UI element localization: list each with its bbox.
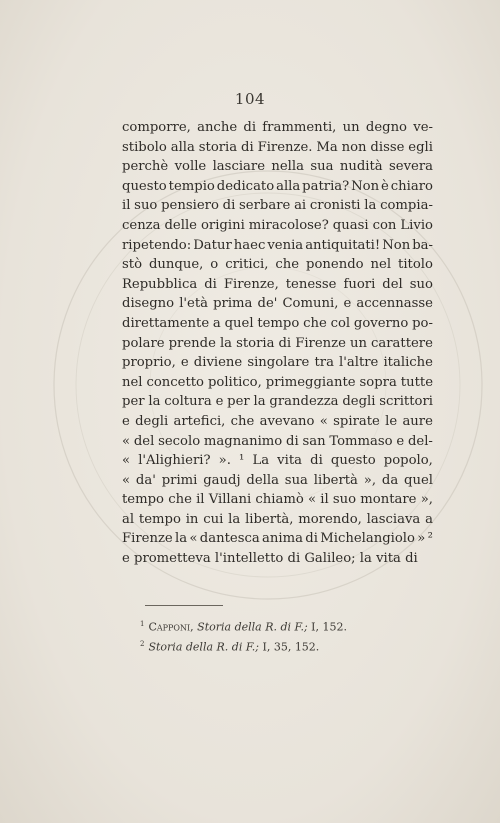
word: che — [168, 492, 192, 508]
text-line — [122, 549, 433, 569]
text-line — [122, 334, 433, 354]
text-line — [122, 275, 433, 295]
word: pensiero — [161, 198, 219, 214]
word: popolo, — [383, 453, 433, 469]
word: morendo, — [298, 511, 362, 527]
word: governo — [353, 315, 409, 331]
word: in — [185, 511, 199, 527]
word: cenza — [122, 217, 161, 233]
word: al — [122, 511, 135, 527]
word: La — [252, 453, 270, 469]
word: nudità — [339, 159, 383, 175]
word: la — [148, 394, 161, 410]
word: da' — [135, 472, 156, 488]
word: il — [196, 492, 205, 508]
word: alla — [170, 139, 195, 155]
word: e — [396, 433, 405, 449]
word: singolare — [247, 355, 310, 371]
word: libertà — [313, 472, 358, 488]
text-line — [122, 392, 433, 412]
word: nel — [122, 374, 143, 390]
word: critici, — [225, 257, 269, 273]
word: o — [210, 257, 219, 273]
word: haec — [233, 237, 266, 253]
text-line — [122, 236, 433, 256]
word: ba- — [412, 237, 433, 253]
word: secolo — [158, 433, 201, 449]
word: ponendo — [306, 257, 364, 273]
text-line — [122, 353, 433, 373]
word: quel — [224, 315, 254, 331]
word: stibolo — [122, 139, 167, 155]
word: Livio — [400, 217, 433, 233]
word: aure — [402, 413, 433, 429]
word: Non — [351, 178, 380, 194]
word: « — [122, 472, 131, 488]
word: di — [305, 531, 318, 547]
word: concetto — [146, 374, 205, 390]
word: « — [122, 453, 131, 469]
word: direttamente — [122, 315, 210, 331]
word: nella — [271, 159, 304, 175]
word: patria? — [302, 178, 350, 194]
word: egli — [408, 139, 433, 155]
word: da — [381, 472, 399, 488]
word: comporre, — [122, 120, 191, 135]
word: questo — [330, 453, 376, 469]
word: prende — [168, 335, 216, 351]
word: frammenti, — [262, 120, 337, 135]
word: Firenze — [295, 335, 346, 351]
word: e — [122, 413, 130, 429]
footnote-mark: 2 — [140, 639, 145, 648]
word: primeggiante — [265, 374, 356, 390]
word: e — [180, 355, 189, 371]
text-line — [122, 510, 433, 530]
word: libertà, — [245, 511, 294, 527]
word: di — [243, 120, 257, 135]
word: quel — [404, 472, 433, 488]
word: cui — [203, 511, 224, 527]
word: ² — [427, 531, 433, 547]
word: Ma — [316, 139, 338, 155]
word: con — [372, 217, 397, 233]
word: », — [420, 492, 433, 508]
word: accennasse — [356, 296, 433, 312]
word: magnanimo — [203, 433, 283, 449]
text-line — [122, 529, 433, 549]
word: tra — [314, 355, 334, 371]
text-line — [122, 432, 433, 452]
word: antiquitati! — [305, 237, 381, 253]
text-line — [122, 373, 433, 393]
word: col — [330, 315, 351, 331]
footnote-ref: I, 35, 152. — [262, 640, 320, 654]
word: gaudj — [203, 472, 241, 488]
word: del — [382, 276, 403, 292]
word: suo — [134, 198, 158, 214]
word: grandezza — [269, 394, 339, 410]
word: « — [189, 531, 198, 547]
word: Tommaso — [329, 433, 393, 449]
text-line — [122, 196, 433, 216]
footnote-2 — [140, 636, 440, 656]
word: severa — [389, 159, 433, 175]
word: Comuni, — [282, 296, 339, 312]
word: anche — [197, 120, 238, 135]
word: è — [381, 178, 389, 194]
word: tempo — [122, 492, 164, 508]
word: che — [230, 413, 255, 429]
word: di — [222, 198, 236, 214]
word: ». — [218, 453, 231, 469]
word: chiamò — [255, 492, 304, 508]
word: coltura — [164, 394, 212, 410]
word: tempo — [257, 315, 300, 331]
footnote-author: Capponi, — [148, 620, 194, 634]
body-line-23: e prometteva l'intelletto di Galileo; la vita di — [122, 551, 418, 567]
word: che — [303, 315, 327, 331]
word: storia — [236, 335, 275, 351]
word: delle — [164, 217, 197, 233]
word: disse — [370, 139, 405, 155]
word: origini — [200, 217, 245, 233]
word: po- — [412, 315, 433, 331]
word: primi — [161, 472, 198, 488]
word: dunque, — [148, 257, 204, 273]
word: il — [320, 492, 329, 508]
word: Datur — [193, 237, 232, 253]
word: prima — [213, 296, 253, 312]
word: « — [122, 433, 131, 449]
word: tutte — [400, 374, 433, 390]
word: perchè — [122, 159, 169, 175]
word: cronisti — [309, 198, 361, 214]
word: carattere — [370, 335, 433, 351]
footnote-1 — [140, 616, 440, 636]
word: per — [122, 394, 145, 410]
word: di — [286, 433, 299, 449]
word: de' — [257, 296, 278, 312]
word: « — [319, 413, 328, 429]
word: chiaro — [390, 178, 433, 194]
word: un — [342, 120, 360, 135]
word: un — [349, 335, 367, 351]
word: Firenze, — [223, 276, 279, 292]
text-line — [122, 490, 433, 510]
text-line — [122, 138, 433, 158]
word: polare — [122, 335, 165, 351]
word: sua — [284, 472, 308, 488]
text-line — [122, 412, 433, 432]
footnote-title: Storia della R. di F.; — [148, 640, 259, 654]
word: ripetendo: — [122, 237, 192, 253]
word: non — [341, 139, 367, 155]
word: degli — [342, 394, 376, 410]
word: a — [425, 511, 433, 527]
word: politico, — [207, 374, 262, 390]
word: volle — [174, 159, 207, 175]
word: degno — [365, 120, 407, 135]
word: sopra — [359, 374, 397, 390]
word: proprio, — [122, 355, 176, 371]
word: e — [215, 394, 224, 410]
footnote-ref: I, 152. — [311, 620, 348, 634]
text-line — [122, 451, 433, 471]
word: di — [278, 335, 292, 351]
word: del- — [407, 433, 433, 449]
word: avevano — [259, 413, 315, 429]
word: tenesse — [285, 276, 337, 292]
word: del — [133, 433, 155, 449]
text-line — [122, 216, 433, 236]
word: sua — [310, 159, 334, 175]
word: l'Alighieri? — [138, 453, 211, 469]
word: il — [122, 198, 131, 214]
word: » — [417, 531, 426, 547]
word: le — [385, 413, 398, 429]
word: di — [241, 139, 254, 155]
word: « — [308, 492, 317, 508]
word: scrittori — [379, 394, 433, 410]
word: nel — [370, 257, 392, 273]
word: serbare — [239, 198, 291, 214]
word: ai — [294, 198, 307, 214]
word: anima — [262, 531, 303, 547]
word: lasciava — [366, 511, 421, 527]
word: dedicato — [216, 178, 275, 194]
word: alla — [276, 178, 301, 194]
word: di — [310, 453, 323, 469]
word: a — [212, 315, 221, 331]
text-line — [122, 471, 433, 491]
word: e — [343, 296, 352, 312]
word: questo — [122, 178, 167, 194]
word: la — [175, 531, 188, 547]
word: titolo — [398, 257, 433, 273]
word: la — [219, 335, 233, 351]
word: tempo — [138, 511, 181, 527]
text-line — [122, 314, 433, 334]
word: di — [204, 276, 217, 292]
footnote-title: Storia della R. di F.; — [197, 620, 308, 634]
word: ve- — [413, 120, 433, 135]
word: la — [253, 394, 266, 410]
word: italiche — [383, 355, 433, 371]
word: degli — [135, 413, 169, 429]
word: san — [302, 433, 326, 449]
word: miracolose? — [248, 217, 329, 233]
word: la — [228, 511, 241, 527]
word: per — [227, 394, 250, 410]
word: lasciare — [212, 159, 266, 175]
word: Michelangiolo — [320, 531, 415, 547]
word: stò — [122, 257, 143, 273]
word: la — [364, 198, 377, 214]
word: che — [275, 257, 300, 273]
word: disegno — [122, 296, 175, 312]
word: diviene — [193, 355, 243, 371]
word: dantesca — [199, 531, 260, 547]
word: Non — [382, 237, 411, 253]
word: Villani — [208, 492, 252, 508]
word: montare — [360, 492, 417, 508]
word: Repubblica — [122, 276, 198, 292]
text-line — [122, 157, 433, 177]
footnote-mark: 1 — [140, 620, 145, 628]
word: l'età — [179, 296, 208, 312]
word: suo — [332, 492, 357, 508]
text-line — [122, 255, 433, 275]
word: della — [246, 472, 279, 488]
text-line — [122, 118, 433, 138]
word: suo — [409, 276, 433, 292]
word: vita — [277, 453, 303, 469]
word: quasi — [332, 217, 369, 233]
word: l'altre — [339, 355, 379, 371]
footnotes — [140, 616, 440, 655]
word: storia — [198, 139, 238, 155]
word: Firenze. — [257, 139, 313, 155]
word: tempio — [168, 178, 215, 194]
word: fuori — [343, 276, 376, 292]
page-number: 104 — [234, 90, 266, 108]
word: », — [363, 472, 377, 488]
text-line — [122, 177, 433, 197]
word: venia — [267, 237, 304, 253]
word: compia- — [380, 198, 433, 214]
text-line — [122, 294, 433, 314]
word: spirate — [333, 413, 380, 429]
word: artefici, — [173, 413, 226, 429]
footnote-divider — [145, 605, 223, 606]
word: Firenze — [122, 531, 173, 547]
body-text — [122, 118, 433, 569]
word: ¹ — [239, 453, 245, 469]
